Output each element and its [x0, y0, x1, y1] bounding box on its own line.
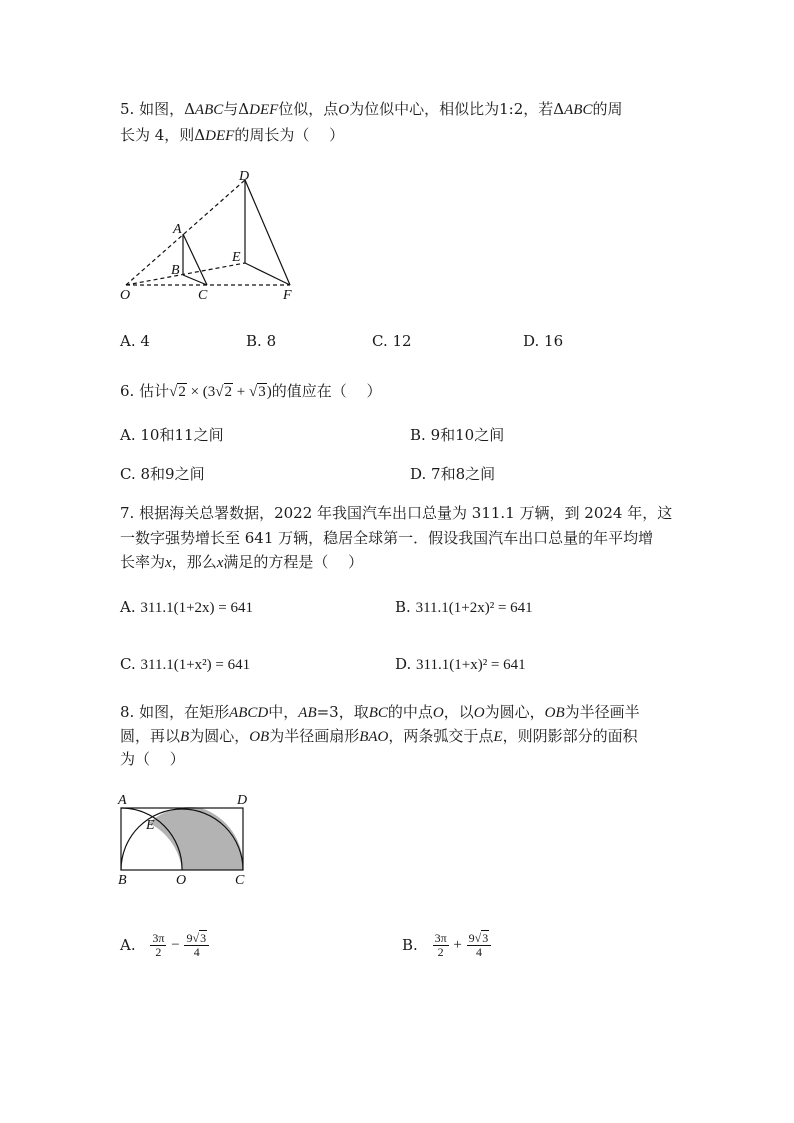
- q5-line-AC: [183, 234, 207, 285]
- q5-label-B: B: [171, 263, 180, 278]
- q6-option-d[interactable]: D. 7和8之间: [410, 465, 496, 483]
- q7-option-c[interactable]: C. 311.1(1+x²) = 641: [120, 655, 251, 673]
- q8-figure: [112, 792, 262, 892]
- q8-stem-line3: 为（ ）: [120, 750, 185, 768]
- q5-line-EF: [245, 263, 290, 285]
- q7-option-d[interactable]: D. 311.1(1+x)² = 641: [395, 655, 526, 673]
- q5-label-A: A: [173, 222, 182, 237]
- q5-option-a[interactable]: A. 4: [120, 332, 150, 350]
- q8-shaded-region: [149, 807, 243, 870]
- q8-stem-line1: 8. 如图，在矩形ABCD中，AB=3，取BC的中点O，以O为圆心，OB为半径画半: [120, 703, 640, 721]
- q5-figure: [110, 165, 310, 305]
- q6-option-c[interactable]: C. 8和9之间: [120, 465, 205, 483]
- q5-label-F: F: [283, 288, 292, 303]
- q5-label-E: E: [232, 250, 241, 265]
- q8-label-O: O: [176, 873, 187, 888]
- q7-stem-line2: 一数字强势增长至 641 万辆，稳居全球第一．假设我国汽车出口总量的年平均增: [120, 529, 654, 547]
- q5-line-OE: [126, 263, 245, 285]
- q5-stem-line2: 长为 4，则ΔDEF的周长为（ ）: [120, 126, 345, 144]
- q8-label-C: C: [235, 873, 245, 888]
- q8-label-D: D: [237, 793, 248, 808]
- q6-option-a[interactable]: A. 10和11之间: [120, 426, 224, 444]
- q5-line-OD: [126, 180, 245, 285]
- q5-label-C: C: [198, 288, 208, 303]
- q5-option-c[interactable]: C. 12: [372, 332, 412, 350]
- q8-option-b[interactable]: B. $\frac{3\pi}{2}$ + $\frac{9√3}{4}$: [402, 930, 491, 959]
- q7-stem-line1: 7. 根据海关总署数据，2022 年我国汽车出口总量为 311.1 万辆，到 2024 年，这: [120, 504, 673, 522]
- q8-option-a[interactable]: A. $\frac{3\pi}{2}$ − $\frac{9√3}{4}$: [120, 930, 209, 959]
- q5-option-d[interactable]: D. 16: [523, 332, 564, 350]
- q5-stem-line1: 5. 如图，ΔABC与ΔDEF位似，点O为位似中心，相似比为1:2，若ΔABC的周: [120, 100, 623, 118]
- q7-stem-line3: 长率为x，那么x满足的方程是（ ）: [120, 553, 364, 571]
- q6-option-b[interactable]: B. 9和10之间: [410, 426, 505, 444]
- q5-option-b[interactable]: B. 8: [246, 332, 277, 350]
- q6-stem: 6. 估计√2 × (3√2 + √3)的值应在（ ）: [120, 382, 382, 400]
- q5-label-O: O: [120, 288, 131, 303]
- q8-stem-line2: 圆，再以B为圆心，OB为半径画扇形BAO，两条弧交于点E，则阴影部分的面积: [120, 727, 638, 745]
- q8-label-B: B: [118, 873, 127, 888]
- q7-option-a[interactable]: A. 311.1(1+2x) = 641: [120, 598, 253, 616]
- q8-label-E: E: [146, 818, 155, 833]
- q6-expression: √2 × (3√2 + √3): [169, 384, 272, 400]
- q7-option-b[interactable]: B. 311.1(1+2x)² = 641: [395, 598, 533, 616]
- q8-label-A: A: [118, 793, 127, 808]
- q5-line-DF: [245, 180, 290, 285]
- q5-label-D: D: [239, 169, 250, 184]
